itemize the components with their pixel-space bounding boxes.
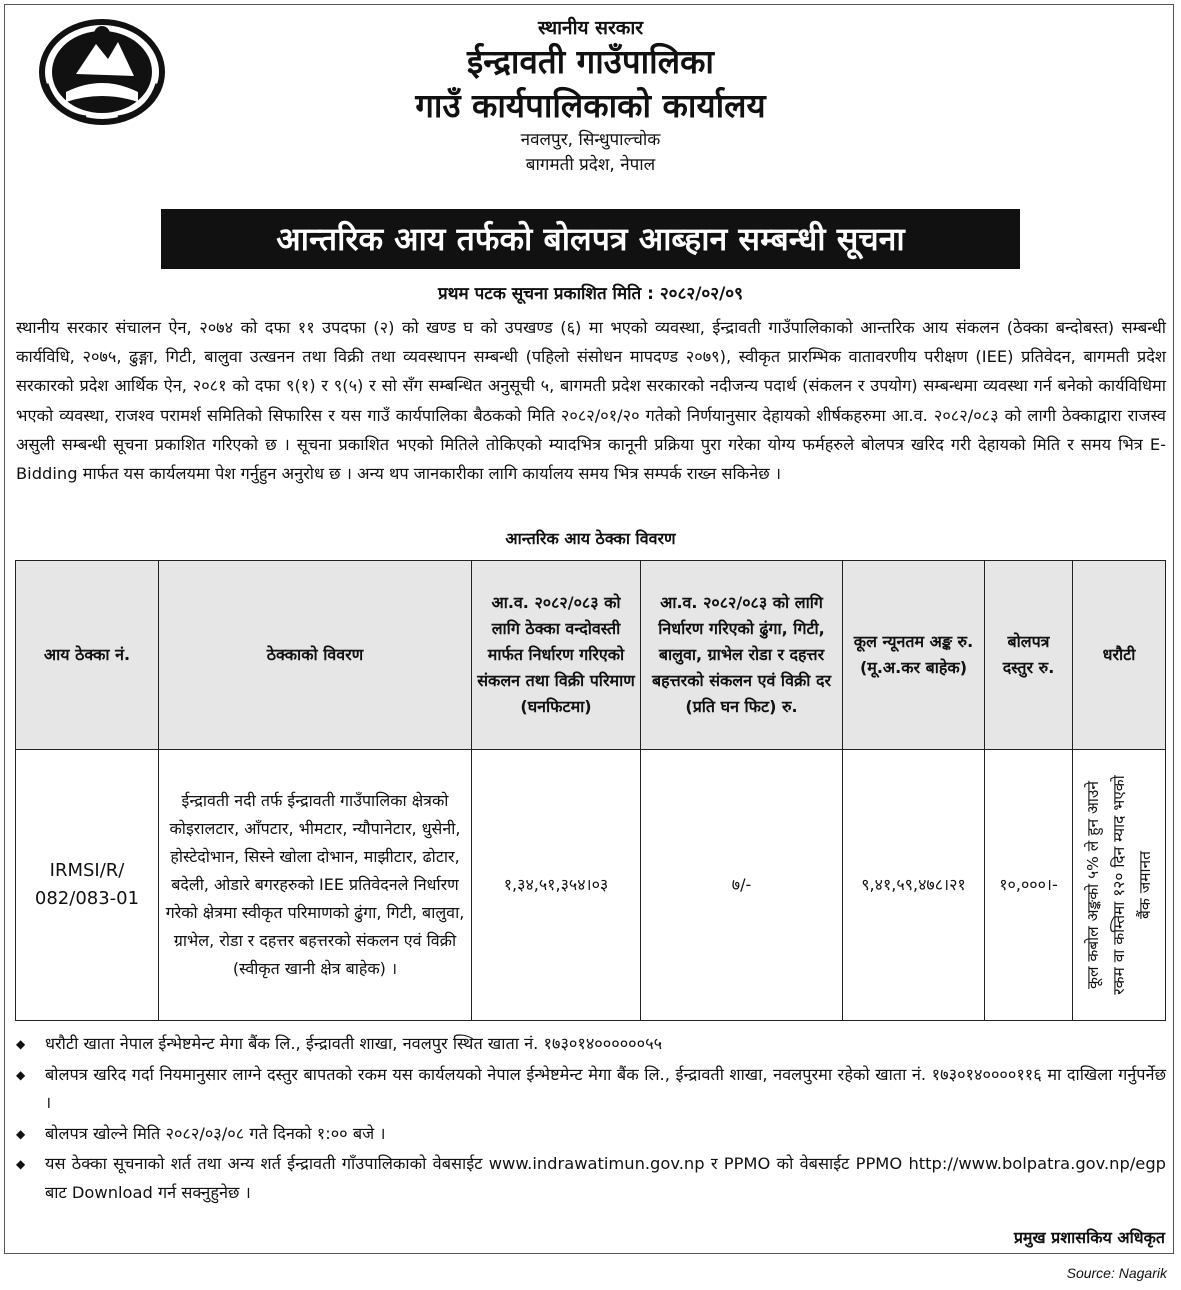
- contract-table: [15, 560, 1166, 1021]
- header-quantity: आ.व. २०८२/०८३ को लागि ठेक्का वन्दोवस्ती मार्फत निर्धारण गरिएको संकलन तथा विक्री परिमाण (घनफिटमा): [472, 561, 641, 750]
- table-caption: आन्तरिक आय ठेक्का विवरण: [505, 529, 676, 548]
- source-credit: Source: Nagarik: [1066, 1265, 1167, 1281]
- signature: प्रमुख प्रशासकिय अधिकृत: [1013, 1228, 1165, 1247]
- gov-level: स्थानीय सरकार: [537, 17, 644, 39]
- note-item: ◆ बोलपत्र खोल्ने मिति २०८२/०३/०८ गते दिनको १:०० बजे ।: [16, 1120, 1166, 1149]
- header-deposit: धरौटी: [1073, 561, 1166, 750]
- cell-deposit: [1073, 750, 1166, 1021]
- note-item: ◆ बोलपत्र खरिद गर्दा नियमानुसार लाग्ने दस्तुर बापतको रकम यस कार्यलयको नेपाल ईन्भेष्टमेन्ट मेगा बैंक लि., ईन्द्रावती शाखा, नवलपुरमा रहेको खाता नं. १७३०१४००००११६ मा दाखिला गर्नुपर्नेछ ।: [16, 1061, 1166, 1118]
- cell-rate: ७/-: [641, 750, 843, 1021]
- note-item: ◆ यस ठेक्का सूचनाको शर्त तथा अन्य शर्त ईन्द्रावती गाँउपालिकाको वेबसाईट www.indrawatimun.gov.np र PPMO को वेबसाईट PPMO http://www.bolpatra.gov.np/egp बाट Download गर्न सक्नुहुनेछ ।: [16, 1150, 1166, 1207]
- header-contract-no: आय ठेक्का नं.: [16, 561, 159, 750]
- cell-bid-fee: १०,०००।-: [985, 750, 1073, 1021]
- notice-title: आन्तरिक आय तर्फको बोलपत्र आब्हान सम्बन्धी सूचना: [161, 209, 1020, 269]
- table-row: [16, 750, 1166, 1021]
- deposit-text: कूल कबोल अङ्कको ५% ले हुन आउने रकम वा कम्तिमा १२० दिन म्याद भएको बैंक जमानत: [1084, 775, 1154, 995]
- diamond-bullet-icon: ◆: [16, 1067, 26, 1082]
- cell-description: ईन्द्रावती नदी तर्फ ईन्द्रावती गाउँपालिका क्षेत्रको कोइरालटार, आँपटार, भीमटार, न्यौपानेटार, धुसेनी, होस्टेदोभान, सिस्ने खोला दोभान, माझीटार, ढोटार, बदेली, ओडारे बगरहरुको IEE प्रतिवेदनले निर्धारण गरेको क्षेत्रमा स्वीकृत परिमाणको ढुंगा, गिटी, बालुवा, ग्राभेल, रोडा र दहत्तर बहत्तरको संकलन एवं विक्री (स्वीकृत खानी क्षेत्र बाहेक) ।: [159, 750, 472, 1021]
- address-line2: बागमती प्रदेश, नेपाल: [525, 155, 656, 175]
- cell-contract-no: IRMSI/R/ 082/083-01: [16, 750, 159, 1021]
- diamond-bullet-icon: ◆: [16, 1126, 26, 1141]
- note-item: ◆ धरौटी खाता नेपाल ईन्भेष्टमेन्ट मेगा बैंक लि., ईन्द्रावती शाखा, नवलपुर स्थित खाता नं. १७३०१४००००००५५: [16, 1030, 1166, 1059]
- header-min-total: कूल न्यूनतम अङ्क रु. (मू.अ.कर बाहेक): [843, 561, 985, 750]
- header: [0, 12, 1181, 178]
- body-paragraph: स्थानीय सरकार संचालन ऐन, २०७४ को दफा ११ उपदफा (२) को खण्ड घ को उपखण्ड (६) मा भएको व्यवस्था, ईन्द्रावती गाउँपालिकाको आन्तरिक आय संकलन (ठेक्का बन्दोबस्त) सम्बन्धी कार्यविधि, २०७५, ढुङ्गा, गिटी, बालुवा उत्खनन तथा विक्री तथा व्यवस्थापन सम्बन्धी (पहिलो संसोधन मापदण्ड २०७९), स्वीकृत प्रारम्भिक वातावरणीय परीक्षण (IEE) प्रतिवेदन, बागमती प्रदेश सरकारको प्रदेश आर्थिक ऐन, २०८१ को दफा ९(१) र ९(५) र सो सँग सम्बन्धित अनुसूची ५, बागमती प्रदेश सरकारको नदीजन्य पदार्थ (संकलन र उपयोग) सम्बन्धमा व्यवस्था गर्न बनेको कार्यविधिमा भएको व्यवस्था, राजश्व परामर्श समितिको सिफारिस र यस गाउँ कार्यपालिका बैठकको मिति २०८२/०१/२० गतेको निर्णयानुसार देहायको शीर्षकहरुमा आ.व. २०८२/०८३ को लागी ठेक्काद्वारा राजस्व असुली सम्बन्धी सूचना प्रकाशित गरिएको छ । सूचना प्रकाशित भएको मितिले तोकिएको म्यादभित्र कानूनी प्रक्रिया पुरा गरेका योग्य फर्महरुले बोलपत्र खरिद गरी देहायको मिति र समय भित्र E-Bidding मार्फत यस कार्यलयमा पेश गर्नुहुन अनुरोध छ । अन्य थप जानकारीका लागि कार्यालय समय भित्र सम्पर्क राख्न सकिनेछ ।: [16, 318, 1166, 484]
- cell-quantity: १,३४,५१,३५४।०३: [472, 750, 641, 1021]
- address-line1: नवलपुर, सिन्धुपाल्चोक: [520, 130, 661, 150]
- diamond-bullet-icon: ◆: [16, 1037, 26, 1051]
- diamond-bullet-icon: ◆: [16, 1157, 26, 1171]
- header-bid-fee: बोलपत्र दस्तुर रु.: [985, 561, 1073, 750]
- header-rate: आ.व. २०८२/०८३ को लागि निर्धारण गरिएको ढुंगा, गिटी, बालुवा, ग्राभेल रोडा र दहत्तर बहत्तरको संकलन एवं विक्री दर (प्रति घन फिट) रु.: [641, 561, 843, 750]
- published-date: प्रथम पटक सूचना प्रकाशित मिति : २०८२/०२/०९: [437, 284, 743, 304]
- table-header-row: [16, 561, 1166, 750]
- header-description: ठेक्काको विवरण: [159, 561, 472, 750]
- cell-min-total: ९,४१,५९,४७८।२१: [843, 750, 985, 1021]
- palika-name: ईन्द्रावती गाउँपालिका: [467, 42, 714, 81]
- office-name: गाउँ कार्यपालिकाको कार्यालय: [415, 86, 766, 125]
- notes-list: [16, 1030, 1166, 1209]
